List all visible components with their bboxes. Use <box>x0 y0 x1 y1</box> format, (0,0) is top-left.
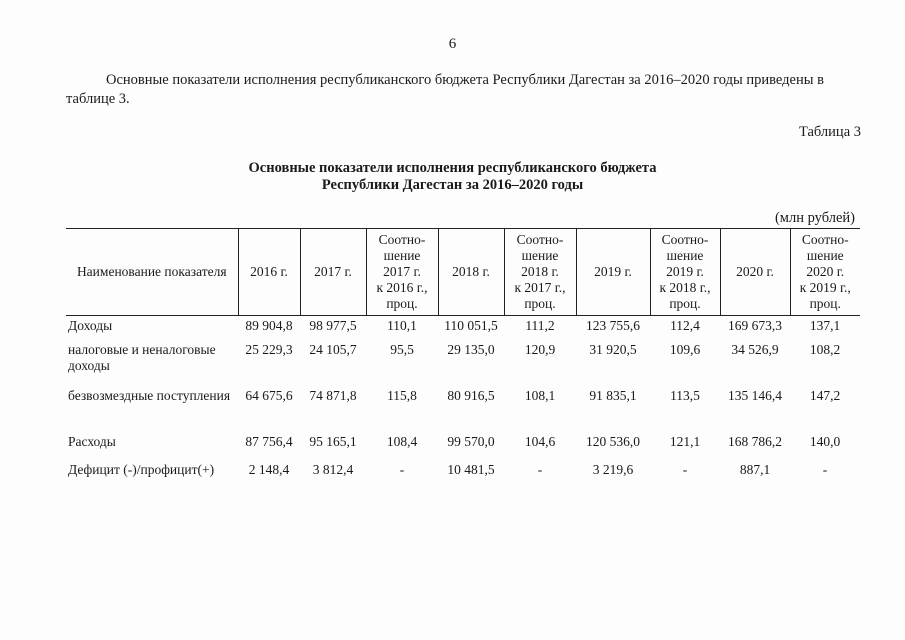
cell: - <box>399 462 405 477</box>
cell: 135 146,4 <box>728 388 782 403</box>
cell: 109,6 <box>669 342 701 357</box>
cell: 104,6 <box>524 434 556 449</box>
cell: 25 229,3 <box>245 342 293 357</box>
header-2018: 2018 г. <box>438 229 504 316</box>
cell: 99 570,0 <box>447 434 495 449</box>
cell: 10 481,5 <box>447 462 495 477</box>
table-row <box>66 458 860 484</box>
header-2019: 2019 г. <box>576 229 650 316</box>
cell: 168 786,2 <box>728 434 782 449</box>
header-ratio-2017: Соотно- шение 2017 г. к 2016 г., проц. <box>366 229 438 316</box>
units-label: (млн рублей) <box>774 210 855 226</box>
header-ratio-2018: Соотно- шение 2018 г. к 2017 г., проц. <box>504 229 576 316</box>
cell: 147,2 <box>809 388 841 403</box>
cell: 98 977,5 <box>309 318 357 333</box>
row-name: Доходы <box>68 318 113 333</box>
cell: 112,4 <box>670 318 700 333</box>
row-name: Расходы <box>68 434 116 449</box>
cell: 80 916,5 <box>447 388 495 403</box>
header-2016: 2016 г. <box>238 229 300 316</box>
cell: 111,2 <box>525 318 555 333</box>
cell: 24 105,7 <box>309 342 357 357</box>
cell: 31 920,5 <box>589 342 637 357</box>
cell: 110 051,5 <box>444 318 498 333</box>
table-row <box>66 430 860 458</box>
cell: 140,0 <box>809 434 841 449</box>
table-title <box>0 160 905 194</box>
cell: 120,9 <box>524 342 556 357</box>
header-ratio-2019: Соотно- шение 2019 г. к 2018 г., проц. <box>650 229 720 316</box>
page-number: 6 <box>448 36 457 52</box>
cell: 169 673,3 <box>728 318 782 333</box>
table-row <box>66 338 860 384</box>
header-2017: 2017 г. <box>300 229 366 316</box>
table-label: Таблица 3 <box>798 124 861 140</box>
cell: 89 904,8 <box>245 318 293 333</box>
cell: 3 812,4 <box>312 462 354 477</box>
cell: 87 756,4 <box>245 434 293 449</box>
cell: 123 755,6 <box>586 318 640 333</box>
cell: 887,1 <box>739 462 771 477</box>
cell: 113,5 <box>670 388 700 403</box>
table-title-line-2: Республики Дагестан за 2016–2020 годы <box>321 177 584 193</box>
table-title-line-1: Основные показатели исполнения республиканского бюджета <box>248 160 657 176</box>
cell: 95 165,1 <box>309 434 357 449</box>
cell: 108,2 <box>809 342 841 357</box>
header-indicator: Наименование показателя <box>66 229 238 316</box>
cell: 34 526,9 <box>731 342 779 357</box>
cell: 121,1 <box>669 434 701 449</box>
cell: 29 135,0 <box>447 342 495 357</box>
cell: 2 148,4 <box>248 462 290 477</box>
row-name: Дефицит (-)/профицит(+) <box>68 462 215 477</box>
cell: 108,1 <box>524 388 556 403</box>
cell: 95,5 <box>390 342 414 357</box>
header-2020: 2020 г. <box>720 229 790 316</box>
table-row <box>66 384 860 430</box>
cell: 120 536,0 <box>586 434 640 449</box>
cell: 91 835,1 <box>589 388 637 403</box>
cell: 74 871,8 <box>309 388 357 403</box>
cell: 3 219,6 <box>592 462 634 477</box>
table-header-row <box>66 229 860 316</box>
cell: 110,1 <box>387 318 417 333</box>
table-row <box>66 316 860 339</box>
row-name: налоговые и неналоговые доходы <box>68 342 216 373</box>
cell: - <box>537 462 543 477</box>
cell: 137,1 <box>809 318 841 333</box>
cell: - <box>822 462 828 477</box>
header-ratio-2020: Соотно- шение 2020 г. к 2019 г., проц. <box>790 229 860 316</box>
cell: - <box>682 462 688 477</box>
cell: 64 675,6 <box>245 388 293 403</box>
intro-paragraph: Основные показатели исполнения республиканского бюджета Республики Дагестан за 2016–2020 годы приведены в таблице 3. <box>66 72 824 107</box>
budget-table <box>66 228 860 484</box>
cell: 115,8 <box>387 388 417 403</box>
cell: 108,4 <box>386 434 418 449</box>
row-name: безвозмездные поступления <box>68 388 231 403</box>
